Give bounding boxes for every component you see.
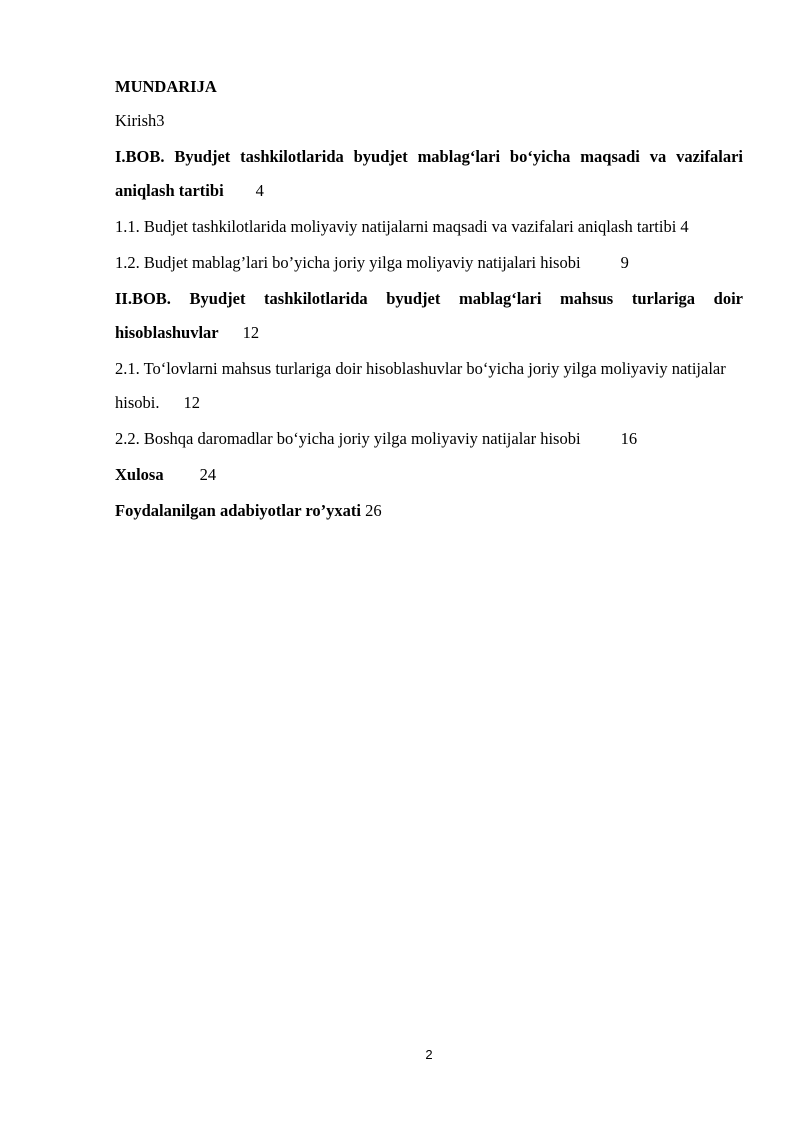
- toc-entry-page: 26: [365, 501, 382, 520]
- toc-entry-page: 24: [199, 465, 217, 484]
- toc-entry-text: Kirish: [115, 111, 157, 130]
- toc-entry-text: 2.1. To‘lovlarni mahsus turlariga doir hisoblashuvlar bo‘yicha joriy yilga moliyaviy natijalar hisobi.: [115, 359, 726, 412]
- toc-entry-section-1-1: [115, 210, 743, 244]
- toc-entry-chapter-2: [115, 282, 743, 350]
- toc-entry-page: 12: [242, 323, 260, 342]
- toc-title: MUNDARIJA: [115, 77, 217, 96]
- toc-entry-text: Xulosa: [115, 465, 164, 484]
- toc-entry-text: Foydalanilgan adabiyotlar ro’yxati: [115, 501, 362, 520]
- toc-entry-page: 12: [183, 393, 200, 412]
- toc-entry-text: 1.1. Budjet tashkilotlarida moliyaviy natijalarni maqsadi va vazifalari aniqlash tartibi: [115, 217, 677, 236]
- toc-entry-section-2-2: [115, 422, 743, 456]
- toc-entry-references: [115, 494, 743, 528]
- toc-entry-page: 4: [255, 181, 264, 200]
- toc-entry-page: 16: [620, 429, 638, 448]
- toc-entry-chapter-1: [115, 140, 743, 208]
- table-of-contents: [115, 76, 743, 528]
- toc-entry-text: 2.2. Boshqa daromadlar bo‘yicha joriy yilga moliyaviy natijalar hisobi: [115, 429, 581, 448]
- toc-entry-page: 9: [620, 253, 629, 272]
- page-number: 2: [425, 1047, 433, 1062]
- toc-entry-kirish: [115, 104, 743, 138]
- toc-entry-text: 1.2. Budjet mablag’lari bo’yicha joriy yilga moliyaviy natijalari hisobi: [115, 253, 581, 272]
- toc-entry-section-2-1: [115, 352, 743, 420]
- toc-entry-text: II.BOB. Byudjet tashkilotlarida byudjet mablag‘lari mahsus turlariga doir hisoblashuvlar: [115, 289, 743, 342]
- toc-entry-page: 4: [680, 217, 689, 236]
- toc-entry-section-1-2: [115, 246, 743, 280]
- toc-entry-page: 3: [156, 111, 165, 130]
- toc-entry-conclusion: [115, 458, 743, 492]
- toc-entry-text: I.BOB. Byudjet tashkilotlarida byudjet mablag‘lari bo‘yicha maqsadi va vazifalari aniqlash tartibi: [115, 147, 743, 200]
